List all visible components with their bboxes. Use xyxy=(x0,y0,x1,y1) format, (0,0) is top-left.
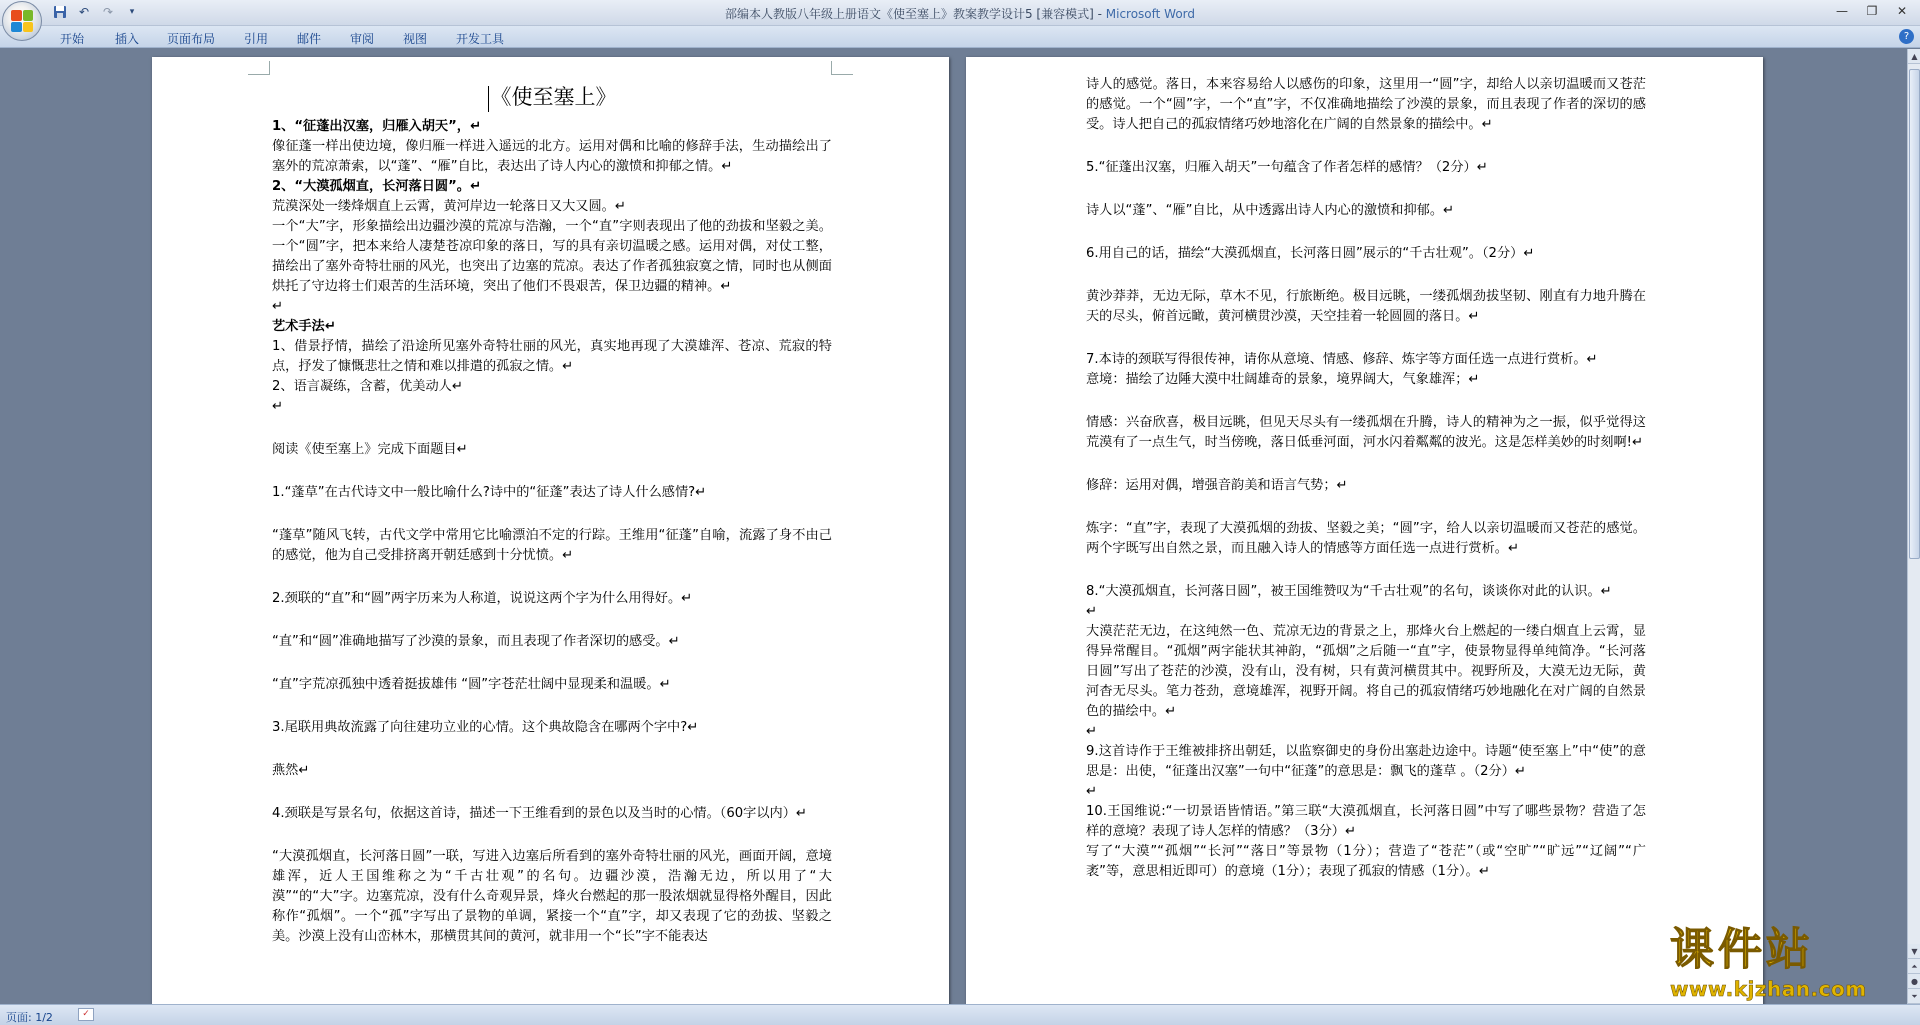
tab-home[interactable]: 开始 xyxy=(60,32,85,46)
paragraph: 6.用自己的话，描绘“大漠孤烟直，长河落日圆”展示的“千古壮观”。（2分）↵ xyxy=(1086,246,1535,261)
paragraph: 一个“大”字，形象描绘出边疆沙漠的荒凉与浩瀚，一个“直”字则表现出了他的劲拔和坚毅之美。一个“圆”字，把本来给人凄楚苍凉印象的落日，写的具有亲切温暖之感。运用对偶，对仗工整，描绘出了塞外奇特壮丽的风光，也突出了边塞的荒凉。表达了作者孤独寂寞之情，同时也从侧面烘托了守边将士们艰苦的生活环境，突出了他们不畏艰苦，保卫边疆的精神。↵ xyxy=(272,219,832,294)
blank-line xyxy=(272,738,832,761)
status-bar xyxy=(0,1004,1920,1025)
page-1-paragraphs xyxy=(272,117,832,947)
paragraph: 荒漠深处一缕烽烟直上云霄，黄河岸边一轮落日又大又圆。↵ xyxy=(272,199,626,214)
paragraph: 1、“征蓬出汉塞，归雁入胡天”，↵ xyxy=(272,119,481,134)
paragraph: 诗人的感觉。落日，本来容易给人以感伤的印象，这里用一“圆”字，却给人以亲切温暖而又苍茫的感觉。一个“圆”字，一个“直”字，不仅准确地描绘了沙漠的景象，而且表现了作者的深切的感受。诗人把自己的孤寂情绪巧妙地溶化在广阔的自然景象的描绘中。↵ xyxy=(1086,77,1646,132)
paragraph: 2、“大漠孤烟直，长河落日圆”。↵ xyxy=(272,179,481,194)
blank-line xyxy=(1086,221,1646,244)
blank-line xyxy=(1086,453,1646,476)
crop-mark xyxy=(248,61,270,75)
blank-line xyxy=(1086,559,1646,582)
next-page-icon[interactable]: ⏷ xyxy=(1908,989,1920,1004)
paragraph: 10.王国维说:“一切景语皆情语。”第三联“大漠孤烟直，长河落日圆”中写了哪些景物？营造了怎样的意境？表现了诗人怎样的情感？（3分）↵ xyxy=(1086,804,1646,839)
undo-icon[interactable]: ↶ xyxy=(78,5,90,19)
customize-icon[interactable]: ▾ xyxy=(129,7,135,17)
paragraph: 诗人以“蓬”、“雁”自比，从中透露出诗人内心的激愤和抑郁。↵ xyxy=(1086,203,1455,218)
window-controls xyxy=(1828,2,1916,20)
redo-icon[interactable]: ↷ xyxy=(102,5,114,19)
tab-review[interactable]: 审阅 xyxy=(350,32,375,46)
paragraph: 4.颈联是写景名句，依据这首诗，描述一下王维看到的景色以及当时的心情。（60字以内）↵ xyxy=(272,806,807,821)
crop-mark xyxy=(831,61,853,75)
office-button[interactable] xyxy=(2,1,42,41)
window-title xyxy=(0,5,1920,22)
scrollbar-thumb[interactable] xyxy=(1909,69,1920,559)
tab-developer[interactable]: 开发工具 xyxy=(456,32,505,46)
blank-line xyxy=(1086,264,1646,287)
ribbon-tabs xyxy=(0,26,1920,48)
paragraph: ↵ xyxy=(1086,604,1098,619)
blank-line xyxy=(1086,178,1646,201)
paragraph: 艺术手法↵ xyxy=(272,319,336,334)
page-count[interactable]: 页面: 1/2 xyxy=(6,1011,53,1024)
minimize-icon[interactable]: — xyxy=(1836,4,1848,18)
page-1-content[interactable] xyxy=(272,79,832,947)
document-title: 部编本人教版八年级上册语文《使至塞上》教案教学设计5 [兼容模式] xyxy=(724,7,1094,21)
proofing-icon[interactable]: ✓ xyxy=(78,1008,94,1021)
document-area[interactable] xyxy=(0,49,1907,1004)
paragraph: 8.“大漠孤烟直，长河落日圆”，被王国维赞叹为“千古壮观”的名句，谈谈你对此的认识。↵ xyxy=(1086,584,1612,599)
office-logo-icon xyxy=(11,10,33,32)
tab-page-layout[interactable]: 页面布局 xyxy=(167,32,216,46)
vertical-scrollbar[interactable] xyxy=(1907,49,1920,1004)
page-1[interactable] xyxy=(152,57,949,1004)
paragraph: ↵ xyxy=(272,399,284,414)
paragraph: “蓬草”随风飞转，古代文学中常用它比喻漂泊不定的行踪。王维用“征蓬”自喻，流露了身不由己的感觉，他为自己受排挤离开朝廷感到十分忧愤。↵ xyxy=(272,528,832,563)
maximize-icon[interactable]: ❐ xyxy=(1866,4,1878,18)
scroll-down-icon[interactable]: ▼ xyxy=(1908,944,1920,959)
blank-line xyxy=(1086,135,1646,158)
paragraph: 1、借景抒情，描绘了沿途所见塞外奇特壮丽的风光，真实地再现了大漠雄浑、苍凉、荒寂的特点，抒发了慷慨悲壮之情和难以排遣的孤寂之情。↵ xyxy=(272,339,832,374)
app-name: Microsoft Word xyxy=(1105,7,1196,21)
paragraph: 2.颈联的“直”和“圆”两字历来为人称道，说说这两个字为什么用得好。↵ xyxy=(272,591,693,606)
paragraph: “直”和“圆”准确地描写了沙漠的景象，而且表现了作者深切的感受。↵ xyxy=(272,634,680,649)
blank-line xyxy=(272,566,832,589)
document-heading xyxy=(272,79,832,115)
paragraph: 燕然↵ xyxy=(272,763,310,778)
paragraph: “大漠孤烟直，长河落日圆”一联，写进入边塞后所看到的塞外奇特壮丽的风光，画面开阔，意境雄浑，近人王国维称之为“千古壮观”的名句。边疆沙漠，浩瀚无边，所以用了“大漠”“的“大”字。边塞荒凉，没有什么奇观异景，烽火台燃起的那一股浓烟就显得格外醒目，因此称作“孤烟”。一个“孤”字写出了景物的单调，紧接一个“直”字，却又表现了它的劲拔、坚毅之美。沙漠上没有山峦林木，那横贯其间的黄河，就非用一个“长”字不能表达 xyxy=(272,849,832,944)
paragraph: “直”字荒凉孤独中透着挺拔雄伟 “圆”字苍茫壮阔中显现柔和温暖。↵ xyxy=(272,677,671,692)
paragraph: 2、语言凝练，含蓄，优美动人↵ xyxy=(272,379,463,394)
paragraph: 阅读《使至塞上》完成下面题目↵ xyxy=(272,442,468,457)
blank-line xyxy=(272,781,832,804)
blank-line xyxy=(272,695,832,718)
paragraph: 1.“蓬草”在古代诗文中一般比喻什么?诗中的“征蓬”表达了诗人什么感情?↵ xyxy=(272,485,707,500)
paragraph: 7.本诗的颈联写得很传神，请你从意境、情感、修辞、炼字等方面任选一点进行赏析。↵ xyxy=(1086,352,1598,367)
paragraph: 9.这首诗作于王维被排挤出朝廷，以监察御史的身份出塞赴边途中。诗题“使至塞上”中“使”的意思是：出使，“征蓬出汉塞”一句中“征蓬”的意思是：飘飞的蓬草 。（2分）↵ xyxy=(1086,744,1646,779)
paragraph: 修辞：运用对偶，增强音韵美和语言气势；↵ xyxy=(1086,478,1348,493)
blank-line xyxy=(272,460,832,483)
previous-page-icon[interactable]: ⏶ xyxy=(1908,959,1920,974)
tab-view[interactable]: 视图 xyxy=(403,32,428,46)
paragraph: 情感：兴奋欣喜，极目远眺，但见天尽头有一缕孤烟在升腾，诗人的精神为之一振，似乎觉得这荒漠有了一点生气，时当傍晚，落日低垂河面，河水闪着粼粼的波光。这是怎样美妙的时刻啊!↵ xyxy=(1086,415,1646,450)
blank-line xyxy=(1086,390,1646,413)
close-icon[interactable]: ✕ xyxy=(1896,4,1908,18)
paragraph: 3.尾联用典故流露了向往建功立业的心情。这个典故隐含在哪两个字中?↵ xyxy=(272,720,699,735)
paragraph: ↵ xyxy=(1086,784,1098,799)
page-2[interactable] xyxy=(966,57,1763,1004)
help-icon[interactable]: ? xyxy=(1899,29,1914,44)
title-bar xyxy=(0,0,1920,26)
page-2-paragraphs xyxy=(1086,75,1646,882)
text-cursor xyxy=(488,86,489,112)
blank-line xyxy=(272,824,832,847)
paragraph: 黄沙莽莽，无边无际，草木不见，行旅断绝。极目远眺，一缕孤烟劲拔坚韧、刚直有力地升腾在天的尽头，俯首远瞰，黄河横贯沙漠，天空挂着一轮圆圆的落日。↵ xyxy=(1086,289,1646,324)
blank-line xyxy=(1086,496,1646,519)
watermark-url: www.kjzhan.com xyxy=(1670,977,1867,1001)
watermark-logo xyxy=(1670,925,1920,1005)
paragraph: 写了“大漠”“孤烟”“长河”“落日”等景物（1分）；营造了“苍茫”（或“空旷”“旷远”“辽阔”“广袤”等，意思相近即可）的意境（1分）；表现了孤寂的情感（1分）。↵ xyxy=(1086,844,1646,879)
paragraph: 像征蓬一样出使边境，像归雁一样进入遥远的北方。运用对偶和比喻的修辞手法，生动描绘出了塞外的荒凉萧索，以“蓬”、“雁”自比，表达出了诗人内心的激愤和抑郁之情。↵ xyxy=(272,139,832,174)
tab-insert[interactable]: 插入 xyxy=(115,32,140,46)
select-browse-object-icon[interactable]: ● xyxy=(1908,974,1920,989)
blank-line xyxy=(272,652,832,675)
page-2-content[interactable] xyxy=(1086,75,1646,882)
paragraph: 5.“征蓬出汉塞，归雁入胡天”一句蕴含了作者怎样的感情？（2分）↵ xyxy=(1086,160,1488,175)
scroll-up-icon[interactable]: ▲ xyxy=(1908,49,1920,64)
blank-line xyxy=(1086,327,1646,350)
tab-references[interactable]: 引用 xyxy=(244,32,269,46)
blank-line xyxy=(272,503,832,526)
paragraph: 大漠茫茫无边，在这纯然一色、荒凉无边的背景之上，那烽火台上燃起的一缕白烟直上云霄，显得异常醒目。“孤烟”两字能状其神韵，“孤烟”之后随一“直”字，使景物显得单纯简净。“长河落日圆”写出了苍茫的沙漠，没有山，没有树，只有黄河横贯其中。视野所及，大漠无边无际，黄河杳无尽头。笔力苍劲，意境雄浑，视野开阔。将自己的孤寂情绪巧妙地融化在对广阔的自然景色的描绘中。↵ xyxy=(1086,624,1646,719)
blank-line xyxy=(272,417,832,440)
blank-line xyxy=(272,609,832,632)
paragraph: ↵ xyxy=(1086,724,1098,739)
tab-mailings[interactable]: 邮件 xyxy=(297,32,322,46)
paragraph: ↵ xyxy=(272,299,284,314)
title-separator: - xyxy=(1093,7,1106,21)
paragraph: 炼字：“直”字，表现了大漠孤烟的劲拔、坚毅之美；“圆”字，给人以亲切温暖而又苍茫的感觉。两个字既写出自然之景，而且融入诗人的情感等方面任选一点进行赏析。↵ xyxy=(1086,521,1646,556)
paragraph: 意境：描绘了边陲大漠中壮阔雄奇的景象，境界阔大，气象雄浑；↵ xyxy=(1086,372,1480,387)
watermark-text: 课件站 xyxy=(1670,924,1814,975)
document-heading-text: 《使至塞上》 xyxy=(490,85,617,109)
